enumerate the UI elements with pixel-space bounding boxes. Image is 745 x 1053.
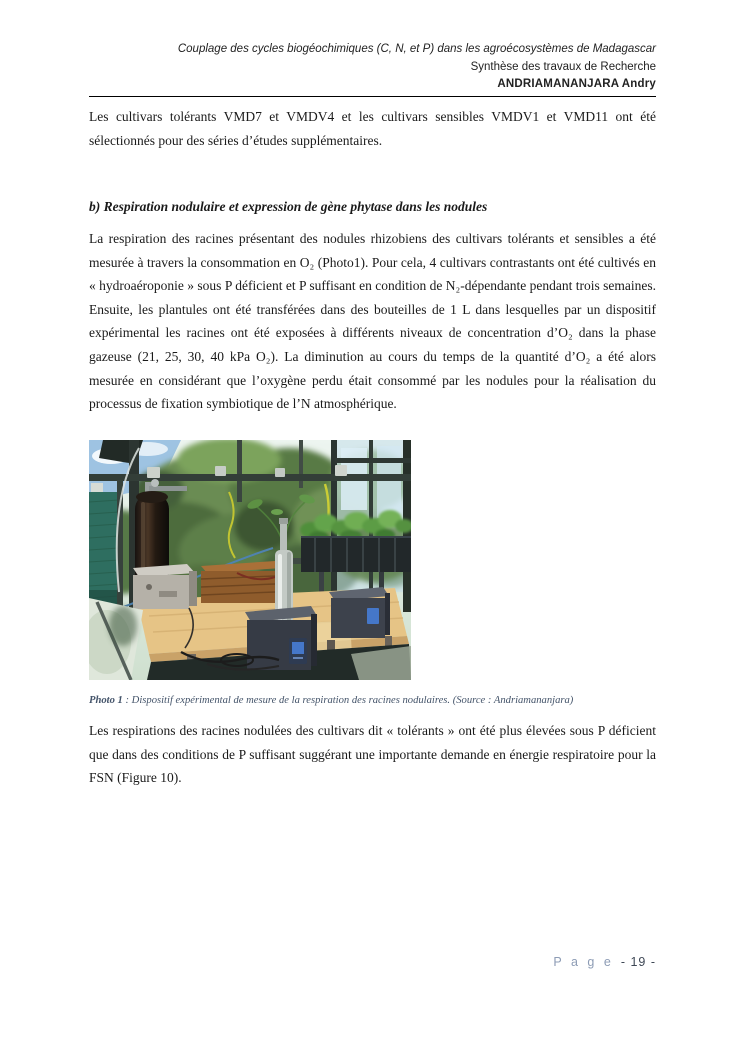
header-rule: [89, 96, 656, 97]
analyzer-box: [133, 564, 197, 609]
instrument-box-right: [329, 587, 390, 638]
photo-caption-text: : Dispositif expérimental de mesure de la respiration des racines nodulaires. (Source : Andriamananjara): [122, 695, 574, 706]
photo-caption-label: Photo 1: [89, 695, 123, 706]
paragraph-respiration-results: Les respirations des racines nodulées des cultivars dit « tolérants » ont été plus élevées sous P déficient que dans des conditions de P suffisant suggérant une importante demande en énergie respiratoire pour la FSN (Figure 10).: [89, 723, 656, 786]
paragraph-respiration-method: La respiration des racines présentant des nodules rhizobiens des cultivars tolérants et sensibles a été mesurée à travers la consommation en O₂ (Photo1). Pour cela, 4 cultivars contrastants ont été cultivés en « hydroaéroponie » sous P déficient et P suffisant en condition de N₂-dépendante pendant trois semaines. Ensuite, les plantules ont été transférées dans des bouteilles de 1 L dans lesquelles par un dispositif expérimental les racines ont été exposées à différents niveaux de concentration d’O₂ dans la phase gazeuse (21, 25, 30, 40 kPa O₂). La diminution au cours du temps de la quantité d’O₂ a été alors mesurée en considérant que l’oxygène perdu était consommé par les nodules pour la réalisation du processus de fixation symbiotique de l’N atmosphérique.: [89, 231, 656, 412]
photo-caption: [89, 694, 656, 708]
page-header: [89, 41, 656, 94]
photo-experimental-setup: [89, 440, 411, 680]
footer-page-number: - 19 -: [620, 955, 656, 969]
header-author: ANDRIAMANANJARA Andry: [497, 78, 656, 90]
header-title: Couplage des cycles biogéochimiques (C, N, et P) dans les agroécosystèmes de Madagascar: [177, 43, 656, 55]
shade-cloth: [89, 480, 123, 616]
page-footer: [553, 955, 656, 969]
paragraph-cultivars: Les cultivars tolérants VMD7 et VMDV4 et les cultivars sensibles VMDV1 et VMD11 ont été sélectionnés pour des séries d’études supplémentaires.: [89, 109, 656, 148]
instrument-box-center: [245, 606, 317, 670]
header-subtitle: Synthèse des travaux de Recherche: [470, 60, 656, 73]
wooden-box: [201, 561, 282, 603]
footer-page-word: P a g e: [553, 955, 614, 969]
section-heading-b: b) Respiration nodulaire et expression de gène phytase dans les nodules: [89, 199, 488, 214]
